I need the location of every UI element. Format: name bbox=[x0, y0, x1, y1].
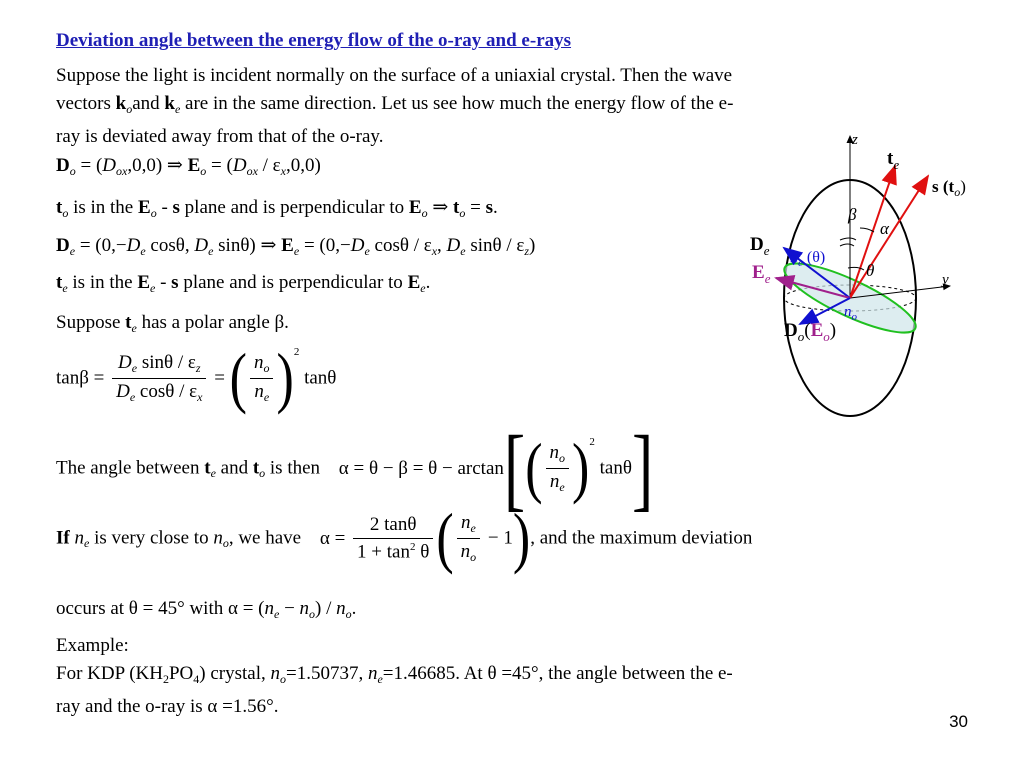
y-label: y bbox=[942, 272, 949, 288]
statement-te-perpendicular: $t_e$ is in the $E_e$ - s plane and is perpendicular to $E_e$. bbox=[56, 272, 431, 295]
equation-tan-beta: tanβ = $\frac{D_e \sin\theta / \varepsilon_z}{D_e \cos\theta / \varepsilon_x}$ = ( $\frac{n_o}{n_e}$ )$^2$ tanθ bbox=[56, 340, 337, 416]
equation-do-eo: $D_o = (D_{ox},0,0)$ ⇒ $E_o = (D_{ox} / \varepsilon_x,0,0)$ bbox=[56, 155, 321, 178]
alpha-label: α bbox=[880, 219, 889, 238]
z-label: z bbox=[852, 132, 858, 148]
crystal-diagram bbox=[740, 128, 990, 418]
example-paragraph: Example: For KDP $(KH_2PO_4)$ crystal, $n_o=1.50737$, $n_e=1.46685$. At θ =45°, the angle between the e- ray and the o-ray is α =1.56°. bbox=[56, 635, 733, 717]
s-vector bbox=[850, 176, 928, 298]
theta-label: θ bbox=[866, 261, 875, 280]
no-label: $n_o$ bbox=[844, 304, 857, 323]
ne-theta-label: $n_e$ (θ) bbox=[790, 249, 826, 269]
page-number: 30 bbox=[949, 712, 968, 731]
intro-paragraph: Suppose the light is incident normally on the surface of a uniaxial crystal. Then the wave vectors $k_oand$ $k_e$ are in the same direction. Let us see how much the energy flow of the e- ray is deviated away from that of the o-ray. bbox=[56, 65, 734, 147]
te-label: $t_e$ bbox=[887, 148, 900, 172]
s-to-label: s $(t_o)$ bbox=[932, 177, 966, 199]
ee-label: $E_e$ bbox=[752, 262, 771, 286]
de-label: $D_e$ bbox=[750, 234, 770, 258]
statement-polar-angle: Suppose $t_e$ has a polar angle β. bbox=[56, 312, 289, 335]
statement-to-perpendicular: $t_o$ is in the $E_o$ - s plane and is perpendicular to $E_o$ ⇒ $t_o = s$. bbox=[56, 197, 498, 220]
beta-arc bbox=[840, 238, 856, 240]
slide-title: Deviation angle between the energy flow of the o-ray and e-rays bbox=[56, 30, 572, 51]
beta-label: β bbox=[848, 205, 857, 224]
equation-max-deviation: occurs at θ = 45° with $\alpha = (n_e - n_o) / n_o$. bbox=[56, 598, 357, 621]
do-eo-label: $D_o(E_o)$ bbox=[784, 320, 837, 344]
equation-de-ee: $D_e = (0,-D_e$ cosθ, $D_e$ sinθ) ⇒ $E_e = (0,-D_e$ cosθ / $\varepsilon_x$, $D_e$ sinθ / $\varepsilon_z$) bbox=[56, 235, 536, 258]
equation-alpha-arctan: The angle between $t_e$ and $t_o$ is then α = θ − β = θ − arctan[( $\frac{n_o}{n_e}$ )$^2$ tanθ] bbox=[56, 416, 654, 520]
equation-small-difference: If $n_e$ is very close to $n_o$, we have α = $\frac{2 \tan\theta}{1 + \tan^2 \theta}$ ( $\frac{n_e}{n_o}$ − 1), and the maximum deviation bbox=[56, 500, 753, 575]
